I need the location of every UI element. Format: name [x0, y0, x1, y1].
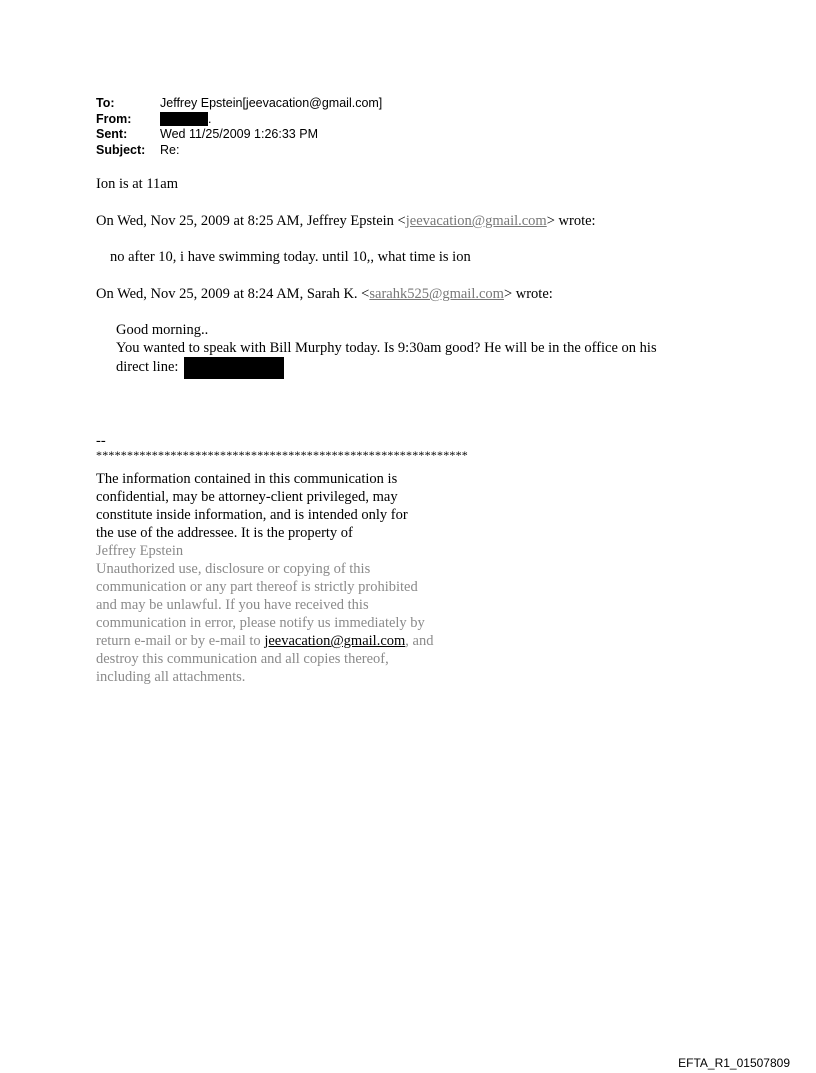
quote1-post: > wrote: [546, 213, 596, 229]
quote2-line1: Good morning.. [116, 322, 209, 338]
quote2-line2: You wanted to speak with Bill Murphy today. Is 9:30am good? He will be in the office on his [116, 340, 657, 356]
disclaimer-line: including all attachments. [96, 669, 246, 685]
email-header [96, 96, 382, 158]
quote2-post: > wrote: [503, 286, 553, 302]
disclaimer-line: Jeffrey Epstein [96, 543, 184, 559]
sent-value: Wed 11/25/2009 1:26:33 PM [160, 127, 318, 141]
quote2-pre: On Wed, Nov 25, 2009 at 8:24 AM, Sarah K. < [96, 286, 370, 302]
quote1-email-link[interactable]: jeevacation@gmail.com [405, 213, 547, 229]
disclaimer-line: destroy this communication and all copies thereof, [96, 651, 389, 667]
quote1-pre: On Wed, Nov 25, 2009 at 8:25 AM, Jeffrey Epstein < [96, 213, 406, 229]
return-post: , and [405, 633, 434, 649]
disclaimer-line: the use of the addressee. It is the property of [96, 525, 353, 541]
disclaimer-line: confidential, may be attorney-client privileged, may [96, 489, 398, 505]
direct-line-label: direct line: [116, 359, 179, 375]
subject-row [96, 143, 382, 159]
to-row [96, 96, 382, 112]
disclaimer-line: Unauthorized use, disclosure or copying of this [96, 561, 371, 577]
quote2-email-link[interactable]: sarahk525@gmail.com [369, 286, 504, 302]
disclaimer-line: constitute inside information, and is intended only for [96, 507, 408, 523]
to-value: Jeffrey Epstein[jeevacation@gmail.com] [160, 96, 383, 110]
subject-value: Re: [160, 142, 180, 157]
quote1-header [96, 212, 596, 230]
return-pre: return e-mail or by e-mail to [96, 633, 265, 649]
sent-row [96, 127, 382, 143]
to-label: To: [96, 96, 115, 110]
return-email-link[interactable]: jeevacation@gmail.com [264, 633, 406, 649]
subject-label: Subject: [96, 142, 146, 157]
document-id: EFTA_R1_01507809 [678, 1056, 790, 1070]
disclaimer-line-return [96, 632, 433, 650]
from-label: From: [96, 111, 132, 126]
from-suffix: . [208, 111, 212, 126]
disclaimer-dark [96, 470, 408, 542]
signature-dashes: -- [96, 433, 106, 449]
disclaimer-line: communication in error, please notify us immediately by [96, 615, 425, 631]
reply-line: Ion is at 11am [96, 176, 179, 192]
disclaimer-line: The information contained in this communication is [96, 471, 398, 487]
phone-redaction [184, 357, 284, 379]
from-redaction [160, 112, 208, 126]
disclaimer-line: and may be unlawful. If you have received this [96, 597, 369, 613]
quote1-text: no after 10, i have swimming today. until 10,, what time is ion [110, 249, 471, 265]
sent-label: Sent: [96, 127, 128, 141]
from-row [96, 112, 382, 128]
disclaimer-line: communication or any part thereof is strictly prohibited [96, 579, 418, 595]
disclaimer-grey [96, 542, 433, 686]
quote2-line3 [116, 358, 178, 376]
signature-stars: ************************************************************ [96, 448, 468, 462]
quote2-header [96, 285, 553, 303]
